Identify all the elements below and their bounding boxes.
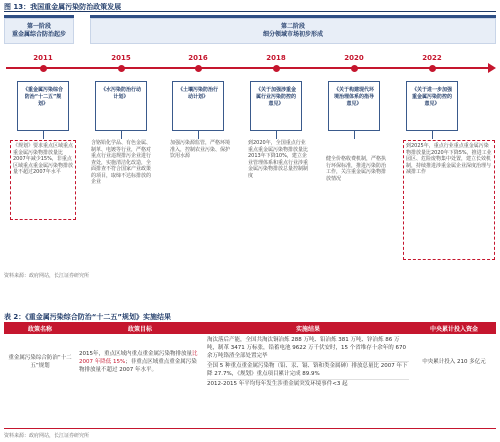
policy-box-2018: 《关于加强涉重金属行业污染防控的意见》: [250, 81, 302, 131]
connector-2011: [43, 131, 44, 139]
policy-box-2020: 《关于构建现代环境治理体系的指导意见》: [328, 81, 380, 131]
detail-2018-text: 到2020年，全国重点行业重点重金属污染物排放量比2013年下降10%，建立企业管理体系和重点行业涉重金属污染物排放总量控制制度: [248, 140, 309, 179]
connector-2020: [354, 131, 355, 139]
goal-text-c: ；非重点区域重点重金属污染物排放量不超过 2007 年水平。: [79, 359, 197, 373]
policy-box-2022: 《关于进一步加强重金属污染防控的意见》: [406, 81, 458, 131]
policy-box-2011: 《重金属污染综合防治“十二五”规划》: [17, 81, 69, 131]
timeline-dot-2016: [195, 65, 202, 72]
policy-goal-cell: [76, 334, 204, 390]
detail-2015: [91, 140, 155, 252]
timeline-axis: [6, 67, 492, 69]
timeline-dot-2018: [273, 65, 280, 72]
detail-2022: [403, 140, 495, 260]
table-header-name: 政策名称: [4, 322, 76, 334]
funding-cell: 中央累计投入 210 多亿元: [422, 359, 486, 365]
phase2-description: 细分领域市场初步形成: [262, 31, 323, 38]
timeline-dot-2015: [118, 65, 125, 72]
phase1-label: 第一阶段: [26, 23, 51, 30]
year-label-2018: 2018: [266, 54, 286, 62]
year-label-2011: 2011: [33, 54, 53, 62]
result-item: 全国 5 种重点重金属污染物（铅、汞、镉、铬和类金属砷）排放总量比 2007 年下降 27.7%，《规划》重点项目累计完成 89.9%: [207, 363, 408, 377]
detail-2011-text: 《规划》要求重点区域重点重金属污染物排放量比2007年减少15%，非重点区域重点重金属污染物排放量不超过2007年水平: [13, 143, 74, 175]
figure-source: 资料来源：政府网站，长江证券研究所: [4, 273, 90, 279]
timeline-dot-2011: [40, 65, 47, 72]
result-item: 淘汰落后产能，全国共淘汰铜冶炼 288 万吨、铅冶炼 381 万吨、锌冶炼 86 万吨，制革 3471 万标张，铅蓄电池 9622 万千伏安时，15 个省堆存十余年的 670 余万吨铬渣全部处置完毕: [207, 337, 406, 359]
detail-2018: [248, 140, 310, 210]
detail-2020-text: 健全价格收费机制，严格执行环保标准，推进污染防治工作，关注重金属污染物排放情况: [326, 156, 387, 182]
year-label-2015: 2015: [111, 54, 131, 62]
phase2-label: 第二阶段: [280, 23, 305, 30]
result-item: 2012-2015 年平均每年发生涉重金属突发环境事件<3 起: [207, 379, 409, 388]
results-cell: [204, 334, 412, 390]
table-header-funding: 中央累计投入资金: [412, 322, 496, 334]
detail-2015-text: 含铬铅化学品、有色金属、制革、电镀等行业，严格对重点行业违规排污企业进行查处，实施清洁化改造，全面排查不符合国家产业政策的项目，取缔不达标排放的企业: [91, 140, 152, 185]
policy-box-2016: 《土壤污染防治行动计划》: [172, 81, 224, 131]
connector-2018: [276, 131, 277, 139]
detail-2011: [10, 140, 76, 220]
detail-2016-text: 加强污染源监管，严格环境准入，控制农业污染、保护饮用水源: [170, 140, 231, 159]
table-row: [4, 334, 496, 390]
figure-title-rule: [4, 11, 496, 12]
detail-2022-text: 到2025年，重点行业重点重金属污染物排放量比2020年下降5%，推进工业园区、危险废物集中处置，建立长效机制，持续推进涉重金属企业深度治理与减排工作: [406, 143, 492, 175]
detail-2020: [326, 156, 388, 216]
year-label-2020: 2020: [344, 54, 364, 62]
goal-text-a: 2015年，重点区域内重点重金属污染物排放量: [79, 351, 192, 357]
timeline-arrow: [488, 63, 496, 73]
goal-text-b: 比 2007 年降低 15%: [79, 351, 198, 365]
policy-name-cell: 重金属污染综合防治“十二五”规划: [8, 355, 72, 369]
year-label-2016: 2016: [188, 54, 208, 62]
table-source: 资料来源：政府网站，长江证券研究所: [4, 433, 90, 439]
detail-2016: [170, 140, 230, 190]
table-bottom-rule: [4, 428, 496, 429]
table-title: 表 2：《重金属污染综合防治“十二五”规划》实施结果: [4, 313, 172, 321]
connector-2016: [198, 131, 199, 139]
timeline-dot-2020: [351, 65, 358, 72]
policy-box-2015: 《水污染防治行动计划》: [95, 81, 147, 131]
connector-2015: [121, 131, 122, 139]
figure-title: 图 13：我国重金属污染防治政策发展: [4, 3, 122, 11]
phase1-description: 重金属综合防治起步: [11, 31, 66, 38]
connector-2022: [432, 131, 433, 139]
phase1-banner: [4, 18, 74, 44]
timeline-dot-2022: [429, 65, 436, 72]
table-header-goal: 政策目标: [76, 322, 204, 334]
table-header-row: [4, 322, 496, 334]
phase2-banner: [90, 18, 496, 44]
year-label-2022: 2022: [422, 54, 442, 62]
results-table: [4, 322, 496, 390]
table-header-results: 实施结果: [204, 322, 412, 334]
